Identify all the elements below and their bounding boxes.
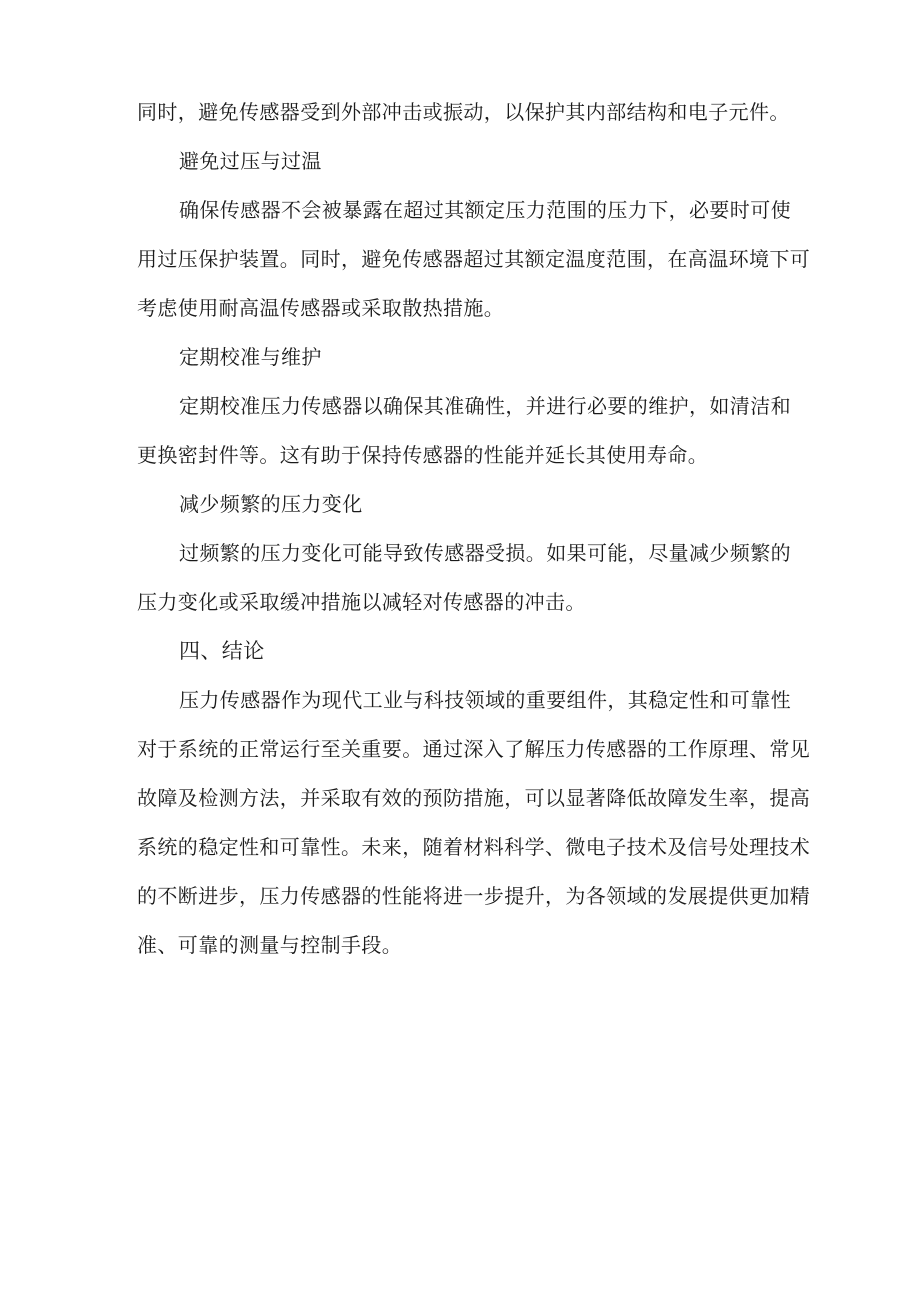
- paragraph-overpressure-line: 确保传感器不会被暴露在超过其额定压力范围的压力下，必要时可使: [179, 198, 791, 222]
- paragraph-intro-line: 同时，避免传感器受到外部冲击或振动，以保护其内部结构和电子元件。: [137, 100, 790, 124]
- paragraph-conclusion-line: 的不断进步，压力传感器的性能将进一步提升，为各领域的发展提供更加精: [137, 884, 811, 908]
- section-heading-conclusion: 四、结论: [179, 639, 265, 663]
- paragraph-pressure-change-line: 过频繁的压力变化可能导致传感器受损。如果可能，尽量减少频繁的: [179, 541, 791, 565]
- paragraph-conclusion-line: 准、可靠的测量与控制手段。: [137, 933, 403, 957]
- paragraph-conclusion-line: 系统的稳定性和可靠性。未来，随着材料科学、微电子技术及信号处理技术: [137, 835, 811, 859]
- heading-overpressure: 避免过压与过温: [179, 149, 322, 173]
- paragraph-overpressure-line: 用过压保护装置。同时，避免传感器超过其额定温度范围，在高温环境下可: [137, 247, 811, 271]
- paragraph-conclusion-line: 压力传感器作为现代工业与科技领域的重要组件，其稳定性和可靠性: [179, 688, 791, 712]
- paragraph-conclusion-line: 对于系统的正常运行至关重要。通过深入了解压力传感器的工作原理、常见: [137, 737, 811, 761]
- paragraph-pressure-change-line: 压力变化或采取缓冲措施以减轻对传感器的冲击。: [137, 590, 586, 614]
- paragraph-overpressure-line: 考虑使用耐高温传感器或采取散热措施。: [137, 296, 505, 320]
- paragraph-conclusion-line: 故障及检测方法，并采取有效的预防措施，可以显著降低故障发生率，提高: [137, 786, 811, 810]
- heading-pressure-change: 减少频繁的压力变化: [179, 492, 363, 516]
- paragraph-calibration-line: 定期校准压力传感器以确保其准确性，并进行必要的维护，如清洁和: [179, 394, 791, 418]
- paragraph-calibration-line: 更换密封件等。这有助于保持传感器的性能并延长其使用寿命。: [137, 443, 709, 467]
- document-page: [137, 88, 811, 970]
- heading-calibration: 定期校准与维护: [179, 345, 322, 369]
